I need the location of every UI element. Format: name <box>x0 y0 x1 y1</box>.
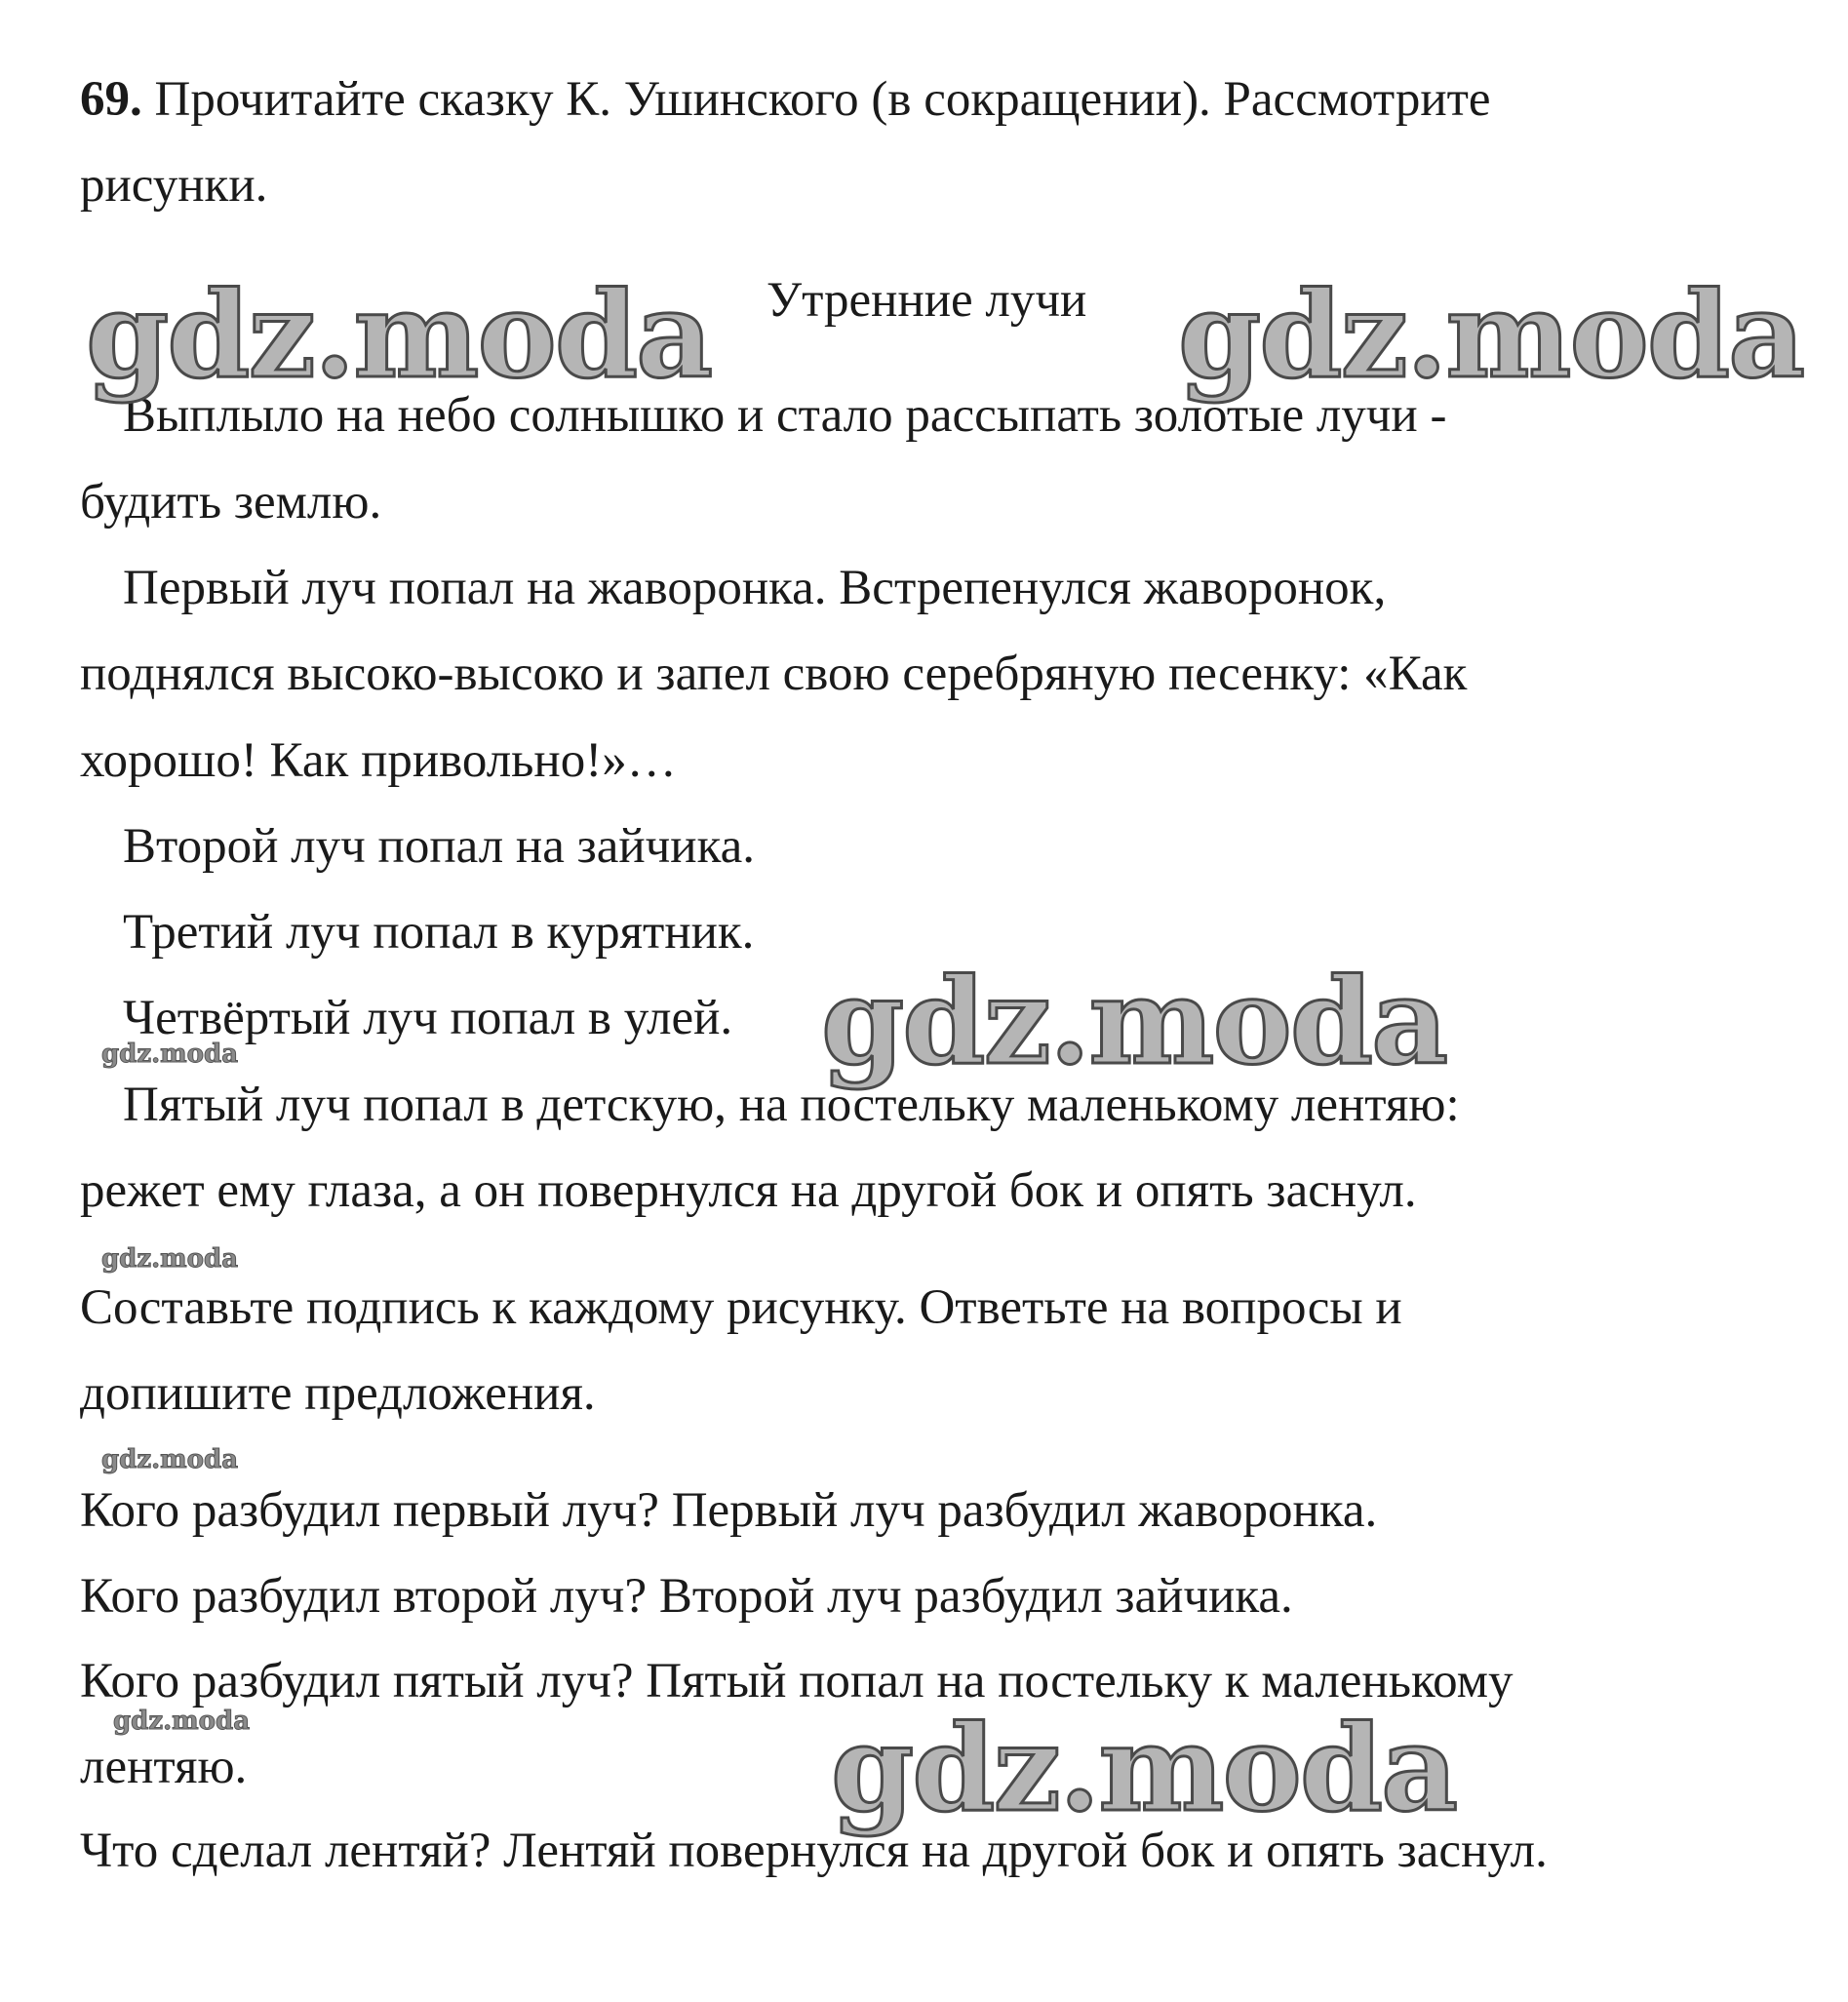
task-line-1: Составьте подпись к каждому рисунку. Ответьте на вопросы и <box>80 1280 1402 1335</box>
story-line-4: поднялся высоко-высоко и запел свою серебряную песенку: «Как <box>80 647 1468 701</box>
story-line-10: режет ему глаза, а он повернулся на другой бок и опять заснул. <box>80 1163 1417 1218</box>
watermark-logo-small: gdz.moda <box>101 1244 239 1274</box>
exercise-instruction-text: Прочитайте сказку К. Ушинского (в сокращении). Рассмотрите <box>154 72 1491 127</box>
answer-line-3: Кого разбудил пятый луч? Пятый попал на постельку к маленькому <box>80 1654 1514 1708</box>
exercise-instruction-line-1 <box>80 70 1491 129</box>
exercise-number: 69. <box>80 72 142 127</box>
watermark-logo-small: gdz.moda <box>113 1707 251 1736</box>
watermark-logo: gdz.moda <box>831 1698 1457 1838</box>
story-line-1: Выплыло на небо солнышко и стало рассыпать золотые лучи - <box>123 388 1447 443</box>
watermark-logo-small: gdz.moda <box>101 1040 239 1069</box>
story-line-6: Второй луч попал на зайчика. <box>123 819 755 874</box>
story-line-2: будить землю. <box>80 475 382 530</box>
watermark-logo: gdz.moda <box>86 264 712 405</box>
watermark-logo: gdz.moda <box>821 951 1447 1091</box>
watermark-logo: gdz.moda <box>1178 264 1804 405</box>
story-line-5: хорошо! Как привольно!»… <box>80 733 677 788</box>
story-title: Утренние лучи <box>767 273 1087 328</box>
story-line-8: Четвёртый луч попал в улей. <box>123 991 733 1045</box>
watermark-logo-small: gdz.moda <box>101 1445 239 1474</box>
task-line-2: допишите предложения. <box>80 1366 596 1421</box>
story-line-7: Третий луч попал в курятник. <box>123 905 755 960</box>
story-line-9: Пятый луч попал в детскую, на постельку маленькому лентяю: <box>123 1078 1460 1132</box>
exercise-instruction-line-2: рисунки. <box>80 158 268 213</box>
story-line-3: Первый луч попал на жаворонка. Встрепенулся жаворонок, <box>123 561 1387 615</box>
answer-line-5: Что сделал лентяй? Лентяй повернулся на другой бок и опять заснул. <box>80 1824 1548 1878</box>
answer-line-1: Кого разбудил первый луч? Первый луч разбудил жаворонка. <box>80 1483 1378 1538</box>
answer-line-4: лентяю. <box>80 1740 248 1794</box>
answer-line-2: Кого разбудил второй луч? Второй луч разбудил зайчика. <box>80 1569 1293 1624</box>
